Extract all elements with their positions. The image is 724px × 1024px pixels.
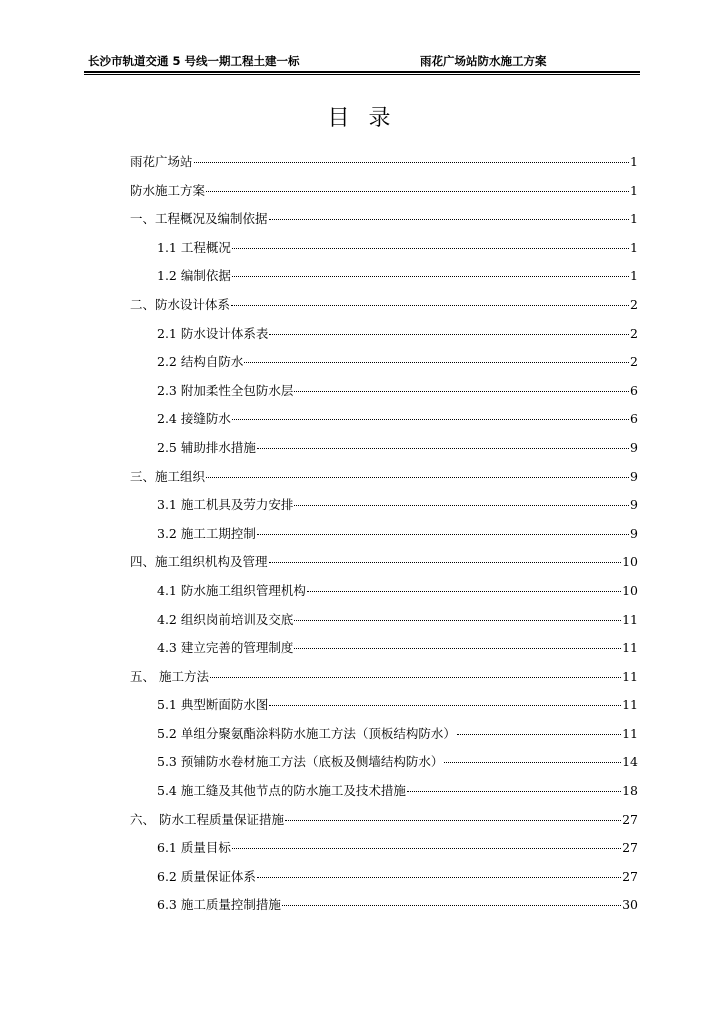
toc-entry-label: 5.4 施工缝及其他节点的防水施工及技术措施 [157, 783, 406, 799]
toc-entry-page-number: 10 [622, 582, 638, 598]
toc-entry-page-number: 2 [630, 354, 638, 370]
toc-entry[interactable] [130, 152, 638, 181]
toc-entry[interactable] [130, 324, 638, 353]
toc-entry-label: 2.1 防水设计体系表 [157, 325, 269, 341]
table-of-contents [130, 152, 638, 924]
toc-entry-page-number: 2 [630, 296, 638, 312]
toc-dot-leader [444, 762, 621, 763]
toc-entry[interactable] [130, 667, 638, 696]
toc-entry[interactable] [130, 610, 638, 639]
toc-entry-page-number: 10 [622, 554, 638, 570]
header-project-name: 长沙市轨道交通 5 号线一期工程土建一标 [88, 54, 300, 68]
toc-dot-leader [210, 677, 621, 678]
toc-entry-page-number: 30 [622, 897, 638, 913]
toc-entry[interactable] [130, 867, 638, 896]
toc-entry[interactable] [130, 838, 638, 867]
toc-entry-page-number: 1 [630, 268, 638, 284]
toc-entry-label: 2.4 接缝防水 [157, 411, 231, 427]
toc-entry-page-number: 9 [630, 497, 638, 513]
toc-entry-label: 1.2 编制依据 [157, 268, 231, 284]
toc-entry[interactable] [130, 895, 638, 924]
toc-entry-page-number: 1 [630, 154, 638, 169]
toc-dot-leader [232, 248, 629, 249]
toc-entry-page-number: 27 [622, 840, 638, 856]
toc-entry-label: 二、防水设计体系 [130, 296, 231, 312]
toc-entry-page-number: 11 [622, 697, 638, 713]
toc-dot-leader [294, 620, 621, 621]
toc-entry-page-number: 9 [630, 525, 638, 541]
toc-dot-leader [294, 391, 629, 392]
toc-entry[interactable] [130, 467, 638, 496]
toc-dot-leader [269, 334, 629, 335]
toc-entry[interactable] [130, 438, 638, 467]
toc-dot-leader [194, 162, 630, 163]
toc-dot-leader [269, 705, 621, 706]
toc-title: 目 录 [327, 106, 397, 131]
toc-entry-label: 2.5 辅助排水措施 [157, 439, 256, 455]
toc-entry-label: 防水施工方案 [130, 182, 206, 198]
toc-dot-leader [232, 419, 629, 420]
toc-entry-label: 6.1 质量目标 [157, 840, 231, 856]
toc-entry[interactable] [130, 638, 638, 667]
toc-entry-label: 2.3 附加柔性全包防水层 [157, 382, 294, 398]
toc-entry[interactable] [130, 695, 638, 724]
toc-entry-page-number: 6 [630, 411, 638, 427]
toc-entry[interactable] [130, 181, 638, 210]
toc-entry[interactable] [130, 409, 638, 438]
toc-dot-leader [257, 534, 629, 535]
toc-dot-leader [407, 791, 621, 792]
toc-dot-leader [231, 305, 629, 306]
toc-entry-page-number: 11 [622, 725, 638, 741]
header-rule-thin [84, 74, 640, 75]
toc-entry[interactable] [130, 552, 638, 581]
toc-entry[interactable] [130, 781, 638, 810]
toc-dot-leader [294, 648, 621, 649]
toc-entry-page-number: 27 [622, 811, 638, 827]
toc-dot-leader [307, 591, 621, 592]
toc-entry[interactable] [130, 381, 638, 410]
toc-entry-page-number: 9 [630, 439, 638, 455]
toc-entry-label: 6.3 施工质量控制措施 [157, 897, 281, 913]
toc-dot-leader [232, 276, 629, 277]
toc-entry-label: 4.1 防水施工组织管理机构 [157, 582, 306, 598]
toc-entry-label: 六、 防水工程质量保证措施 [130, 811, 284, 827]
toc-entry[interactable] [130, 266, 638, 295]
toc-entry-label: 一、工程概况及编制依据 [130, 211, 268, 227]
toc-dot-leader [206, 191, 629, 192]
toc-dot-leader [457, 734, 621, 735]
toc-entry-label: 雨花广场站 [130, 154, 193, 169]
toc-entry-page-number: 11 [622, 668, 638, 684]
toc-dot-leader [244, 362, 629, 363]
toc-entry-label: 3.1 施工机具及劳力安排 [157, 497, 294, 513]
toc-dot-leader [269, 562, 622, 563]
page-header [84, 52, 640, 70]
toc-entry-page-number: 1 [630, 239, 638, 255]
toc-entry-label: 4.2 组织岗前培训及交底 [157, 611, 294, 627]
toc-entry-page-number: 1 [630, 182, 638, 198]
toc-entry-label: 1.1 工程概况 [157, 239, 231, 255]
toc-entry[interactable] [130, 352, 638, 381]
toc-dot-leader [285, 820, 621, 821]
toc-entry[interactable] [130, 752, 638, 781]
toc-entry[interactable] [130, 295, 638, 324]
toc-dot-leader [282, 905, 621, 906]
toc-entry-page-number: 18 [622, 783, 638, 799]
toc-entry[interactable] [130, 581, 638, 610]
toc-entry-page-number: 1 [630, 211, 638, 227]
toc-entry-label: 6.2 质量保证体系 [157, 868, 256, 884]
toc-entry-page-number: 9 [630, 468, 638, 484]
toc-entry-page-number: 6 [630, 382, 638, 398]
toc-entry-label: 5.2 单组分聚氨酯涂料防水施工方法（顶板结构防水） [157, 725, 456, 741]
toc-dot-leader [294, 505, 629, 506]
toc-entry-label: 5.3 预铺防水卷材施工方法（底板及侧墙结构防水） [157, 754, 444, 770]
toc-dot-leader [257, 877, 621, 878]
header-document-name: 雨花广场站防水施工方案 [420, 54, 547, 68]
toc-entry-page-number: 11 [622, 611, 638, 627]
toc-dot-leader [269, 219, 630, 220]
toc-entry[interactable] [130, 209, 638, 238]
toc-entry[interactable] [130, 238, 638, 267]
toc-dot-leader [206, 477, 629, 478]
toc-entry-page-number: 27 [622, 868, 638, 884]
toc-entry[interactable] [130, 495, 638, 524]
toc-entry[interactable] [130, 810, 638, 839]
toc-entry[interactable] [130, 524, 638, 553]
toc-dot-leader [232, 848, 621, 849]
toc-entry-label: 四、施工组织机构及管理 [130, 554, 268, 570]
toc-entry-page-number: 11 [622, 640, 638, 656]
toc-entry-label: 3.2 施工工期控制 [157, 525, 256, 541]
toc-dot-leader [257, 448, 629, 449]
toc-entry-label: 4.3 建立完善的管理制度 [157, 640, 294, 656]
toc-entry-label: 五、 施工方法 [130, 668, 209, 684]
toc-entry[interactable] [130, 724, 638, 753]
toc-entry-label: 三、施工组织 [130, 468, 206, 484]
toc-entry-page-number: 14 [622, 754, 638, 770]
header-rule-thick [84, 71, 640, 73]
toc-entry-label: 2.2 结构自防水 [157, 354, 244, 370]
toc-entry-page-number: 2 [630, 325, 638, 341]
toc-entry-label: 5.1 典型断面防水图 [157, 697, 269, 713]
